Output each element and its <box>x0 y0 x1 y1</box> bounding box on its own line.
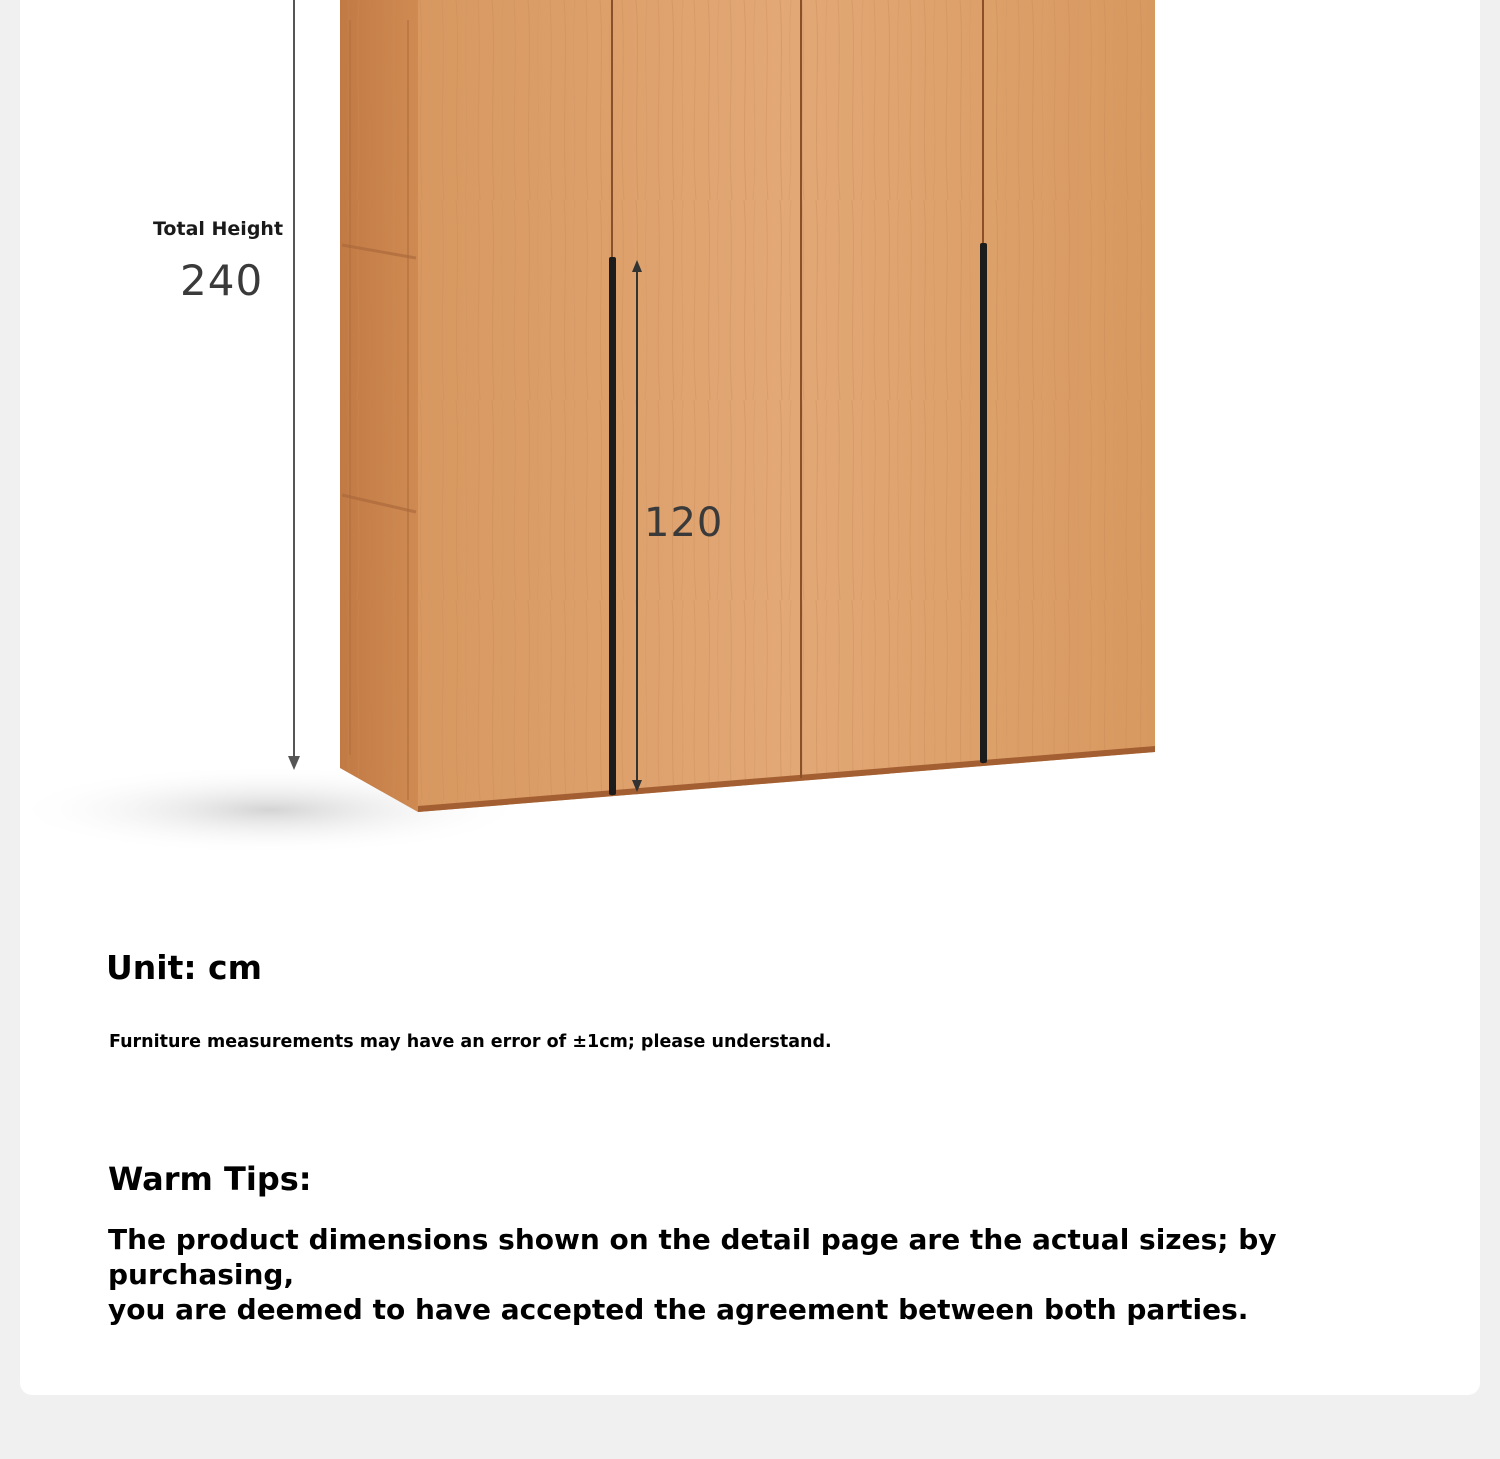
product-detail-card <box>20 0 1480 1395</box>
door-handle-left <box>609 257 616 795</box>
warm-tips-title: Warm Tips: <box>108 1160 312 1198</box>
total-height-label: Total Height <box>153 218 284 240</box>
total-height-value: 240 <box>180 256 264 305</box>
warm-tips-text <box>108 1222 1428 1327</box>
total-height-arrow <box>288 0 300 770</box>
wardrobe-front <box>418 0 1155 812</box>
warm-tips-line-1: The product dimensions shown on the detail page are the actual sizes; by purchasing, <box>108 1223 1277 1291</box>
door-handle-right <box>980 243 987 763</box>
handle-height-value: 120 <box>644 500 724 546</box>
wardrobe-side-panel <box>340 0 418 812</box>
wardrobe-illustration <box>20 0 1480 900</box>
measurement-note: Furniture measurements may have an error of ±1cm; please understand. <box>109 1032 832 1052</box>
warm-tips-line-2: you are deemed to have accepted the agreement between both parties. <box>108 1293 1249 1326</box>
unit-label: Unit: cm <box>106 948 263 987</box>
